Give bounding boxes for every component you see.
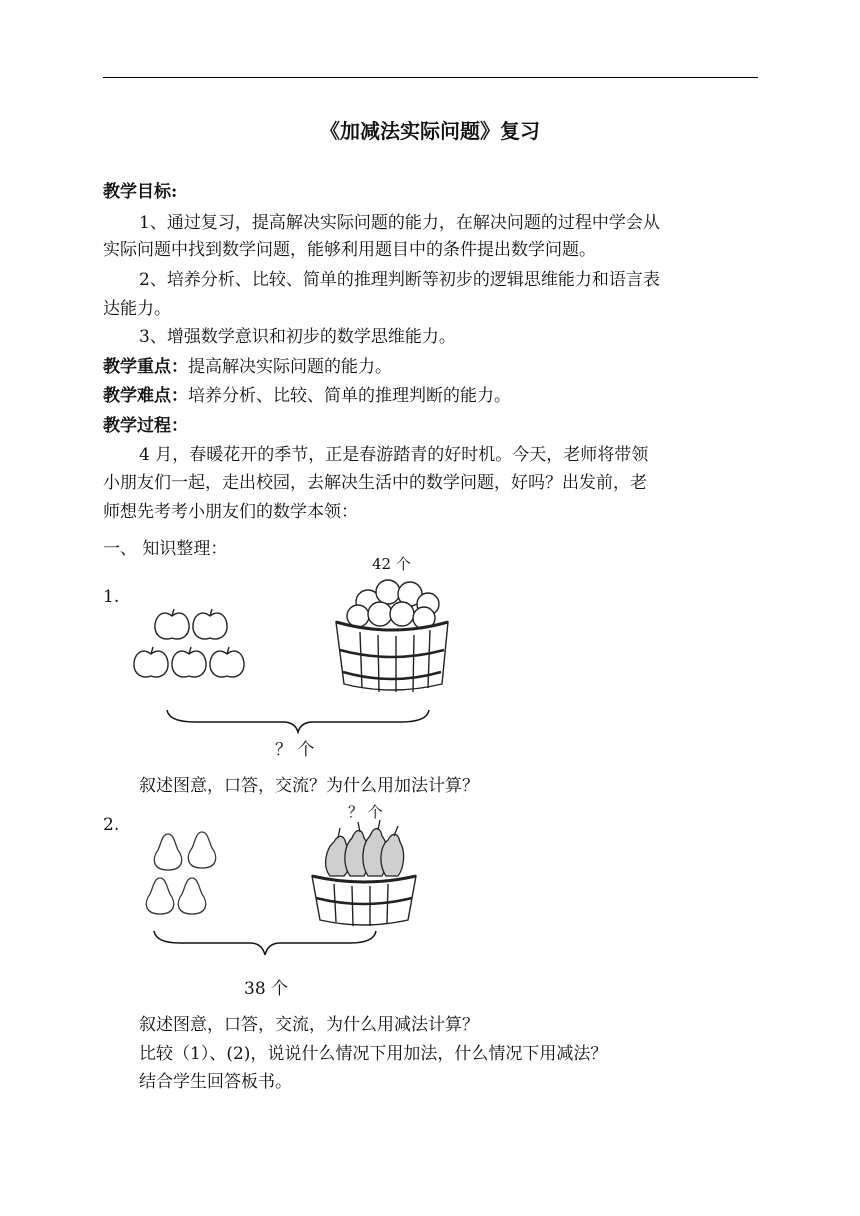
pears-group-illustration — [138, 826, 228, 920]
section-1-heading: 一、 知识整理： — [103, 539, 228, 559]
problem-1-total-label: ？ 个 — [275, 740, 315, 760]
problem-2-total-label: 38 个 — [244, 979, 289, 999]
key-point-text: 提高解决实际问题的能力。 — [188, 357, 392, 377]
closing-line-2: 结合学生回答板书。 — [139, 1072, 292, 1092]
page-title: 《加减法实际问题》复习 — [320, 119, 540, 143]
process-line-3: 师想先考考小朋友们的数学本领： — [103, 502, 358, 522]
problem-1-basket-label: 42 个 — [372, 555, 411, 573]
goal-line-1: 1、通过复习，提高解决实际问题的能力，在解决问题的过程中学会从 — [139, 213, 660, 233]
difficulty-label: 教学难点： — [103, 386, 188, 406]
difficulty-text: 培养分析、比较、简单的推理判断的能力。 — [188, 386, 511, 406]
apple-basket-illustration — [330, 572, 455, 694]
problem-2-number: 2. — [103, 815, 120, 835]
process-line-2: 小朋友们一起，走出校园，去解决生活中的数学问题，好吗？出发前，老 — [103, 473, 647, 493]
closing-line-1: 比较（1）、(2)，说说什么情况下用加法，什么情况下用减法？ — [139, 1044, 608, 1064]
goal-line-5: 3、增强数学意识和初步的数学思维能力。 — [139, 327, 456, 347]
problem-2-brace — [152, 929, 378, 959]
problem-1-question: 叙述图意，口答，交流？为什么用加法计算？ — [139, 776, 479, 796]
process-heading: 教学过程： — [103, 416, 188, 436]
goal-line-4: 达能力。 — [103, 299, 171, 319]
problem-2-basket-label: ？ 个 — [348, 803, 383, 821]
process-line-1: 4 月，春暖花开的季节，正是春游踏青的好时机。今天，老师将带领 — [139, 445, 649, 465]
problem-2-question: 叙述图意，口答，交流，为什么用减法计算？ — [139, 1015, 479, 1035]
goals-heading: 教学目标: — [103, 182, 178, 202]
key-point — [103, 352, 763, 382]
pear-basket-illustration — [308, 818, 420, 930]
goal-line-3: 2、培养分析、比较、简单的推理判断等初步的逻辑思维能力和语言表 — [139, 270, 660, 290]
difficulty — [103, 381, 763, 411]
goal-line-2: 实际问题中找到数学问题，能够利用题目中的条件提出数学问题。 — [103, 240, 596, 260]
key-point-label: 教学重点： — [103, 357, 188, 377]
problem-1-brace — [165, 708, 431, 736]
header-rule — [103, 77, 758, 78]
problem-1-number: 1. — [103, 587, 120, 607]
apples-group-illustration — [130, 604, 250, 680]
